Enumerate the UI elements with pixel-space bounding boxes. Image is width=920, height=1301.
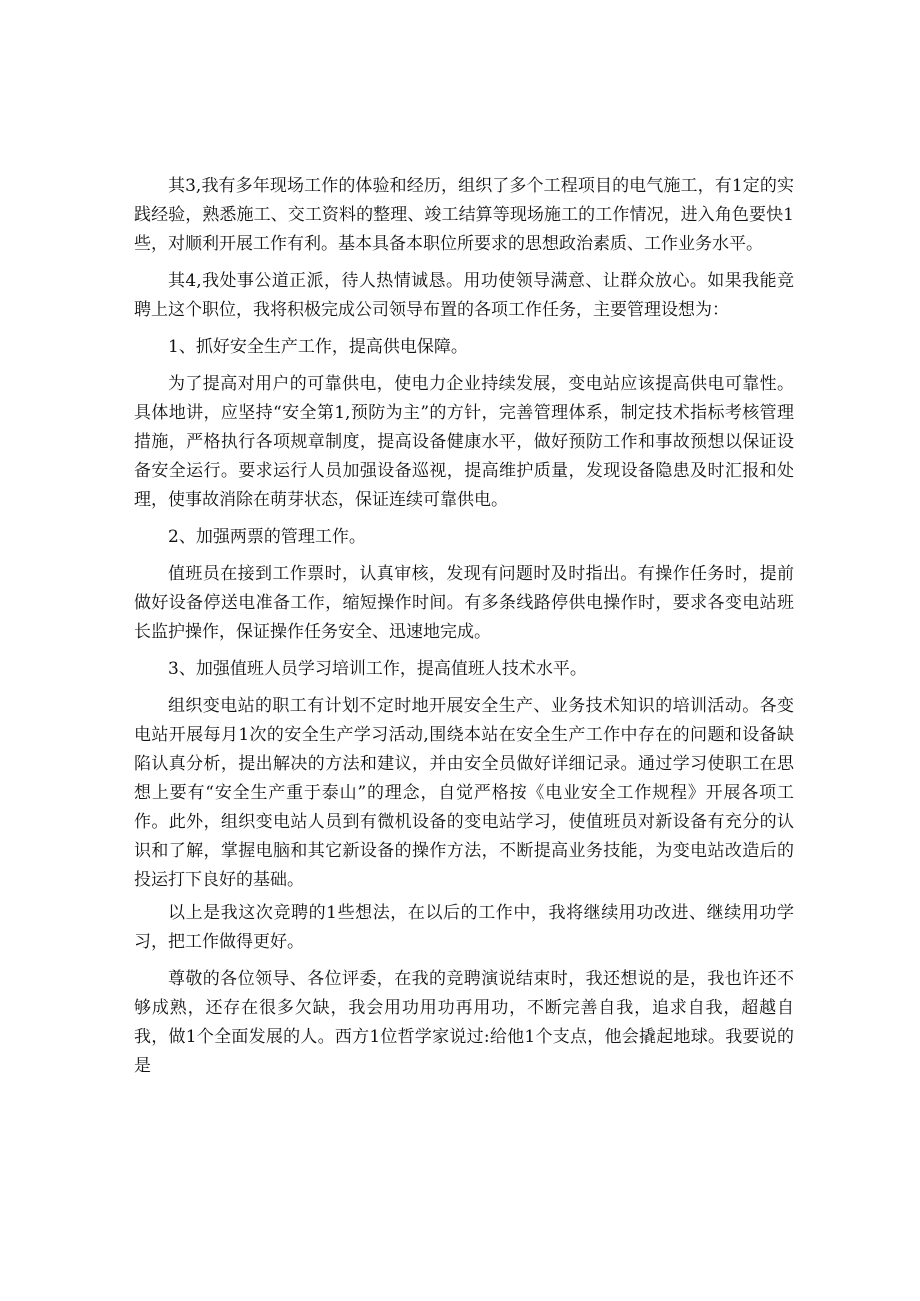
paragraph-work-tickets: 值班员在接到工作票时，认真审核，发现有问题时及时指出。有操作任务时，提前做好设备停送电准备工作，缩短操作时间。有多条线路停供电操作时，要求各变电站班长监护操作，保证操作任务安全、迅速地完成。 xyxy=(134,564,794,642)
paragraph-3rd-point: 其3,我有多年现场工作的体验和经历，组织了多个工程项目的电气施工，有1定的实践经验，熟悉施工、交工资料的整理、竣工结算等现场施工的工作情况，进入角色要快1些，对顺利开展工作有利。基本具备本职位所要求的思想政治素质、工作业务水平。 xyxy=(134,176,794,254)
section-heading-1: 1、抓好安全生产工作，提高供电保障。 xyxy=(168,337,468,357)
paragraph-training: 组织变电站的职工有计划不定时地开展安全生产、业务技术知识的培训活动。各变电站开展每月1次的安全生产学习活动,围绕本站在安全生产工作中存在的问题和设备缺陷认真分析，提出解决的方法和建议，并由安全员做好详细记录。通过学习使职工在思想上要有“安全生产重于泰山”的理念，自觉严格按《电业安全工作规程》开展各项工作。此外，组织变电站人员到有微机设备的变电站学习，使值班员对新设备有充分的认识和了解，掌握电脑和其它新设备的操作方法，不断提高业务技能，为变电站改造后的投运打下良好的基础。 xyxy=(134,696,794,890)
document-body xyxy=(134,172,794,1081)
paragraph-4th-point: 其4,我处事公道正派，待人热情诚恳。用功使领导满意、让群众放心。如果我能竞聘上这个职位，我将积极完成公司领导布置的各项工作任务，主要管理设想为： xyxy=(134,271,794,320)
paragraph-summary: 以上是我这次竞聘的1些想法，在以后的工作中，我将继续用功改进、继续用功学习，把工作做得更好。 xyxy=(134,903,794,952)
section-heading-2: 2、加强两票的管理工作。 xyxy=(168,527,366,547)
section-heading-3: 3、加强值班人员学习培训工作，提高值班人技术水平。 xyxy=(168,659,587,679)
paragraph-safety-production: 为了提高对用户的可靠供电，使电力企业持续发展，变电站应该提高供电可靠性。具体地讲，应坚持“安全第1,预防为主”的方针，完善管理体系，制定技术指标考核管理措施，严格执行各项规章制度，提高设备健康水平，做好预防工作和事故预想以保证设备安全运行。要求运行人员加强设备巡视，提高维护质量，发现设备隐患及时汇报和处理，使事故消除在萌芽状态，保证连续可靠供电。 xyxy=(134,374,794,510)
paragraph-closing: 尊敬的各位领导、各位评委，在我的竞聘演说结束时，我还想说的是，我也许还不够成熟，还存在很多欠缺，我会用功用功再用功，不断完善自我，追求自我，超越自我，做1个全面发展的人。西方1位哲学家说过:给他1个支点，他会撬起地球。我要说的是 xyxy=(134,969,794,1076)
